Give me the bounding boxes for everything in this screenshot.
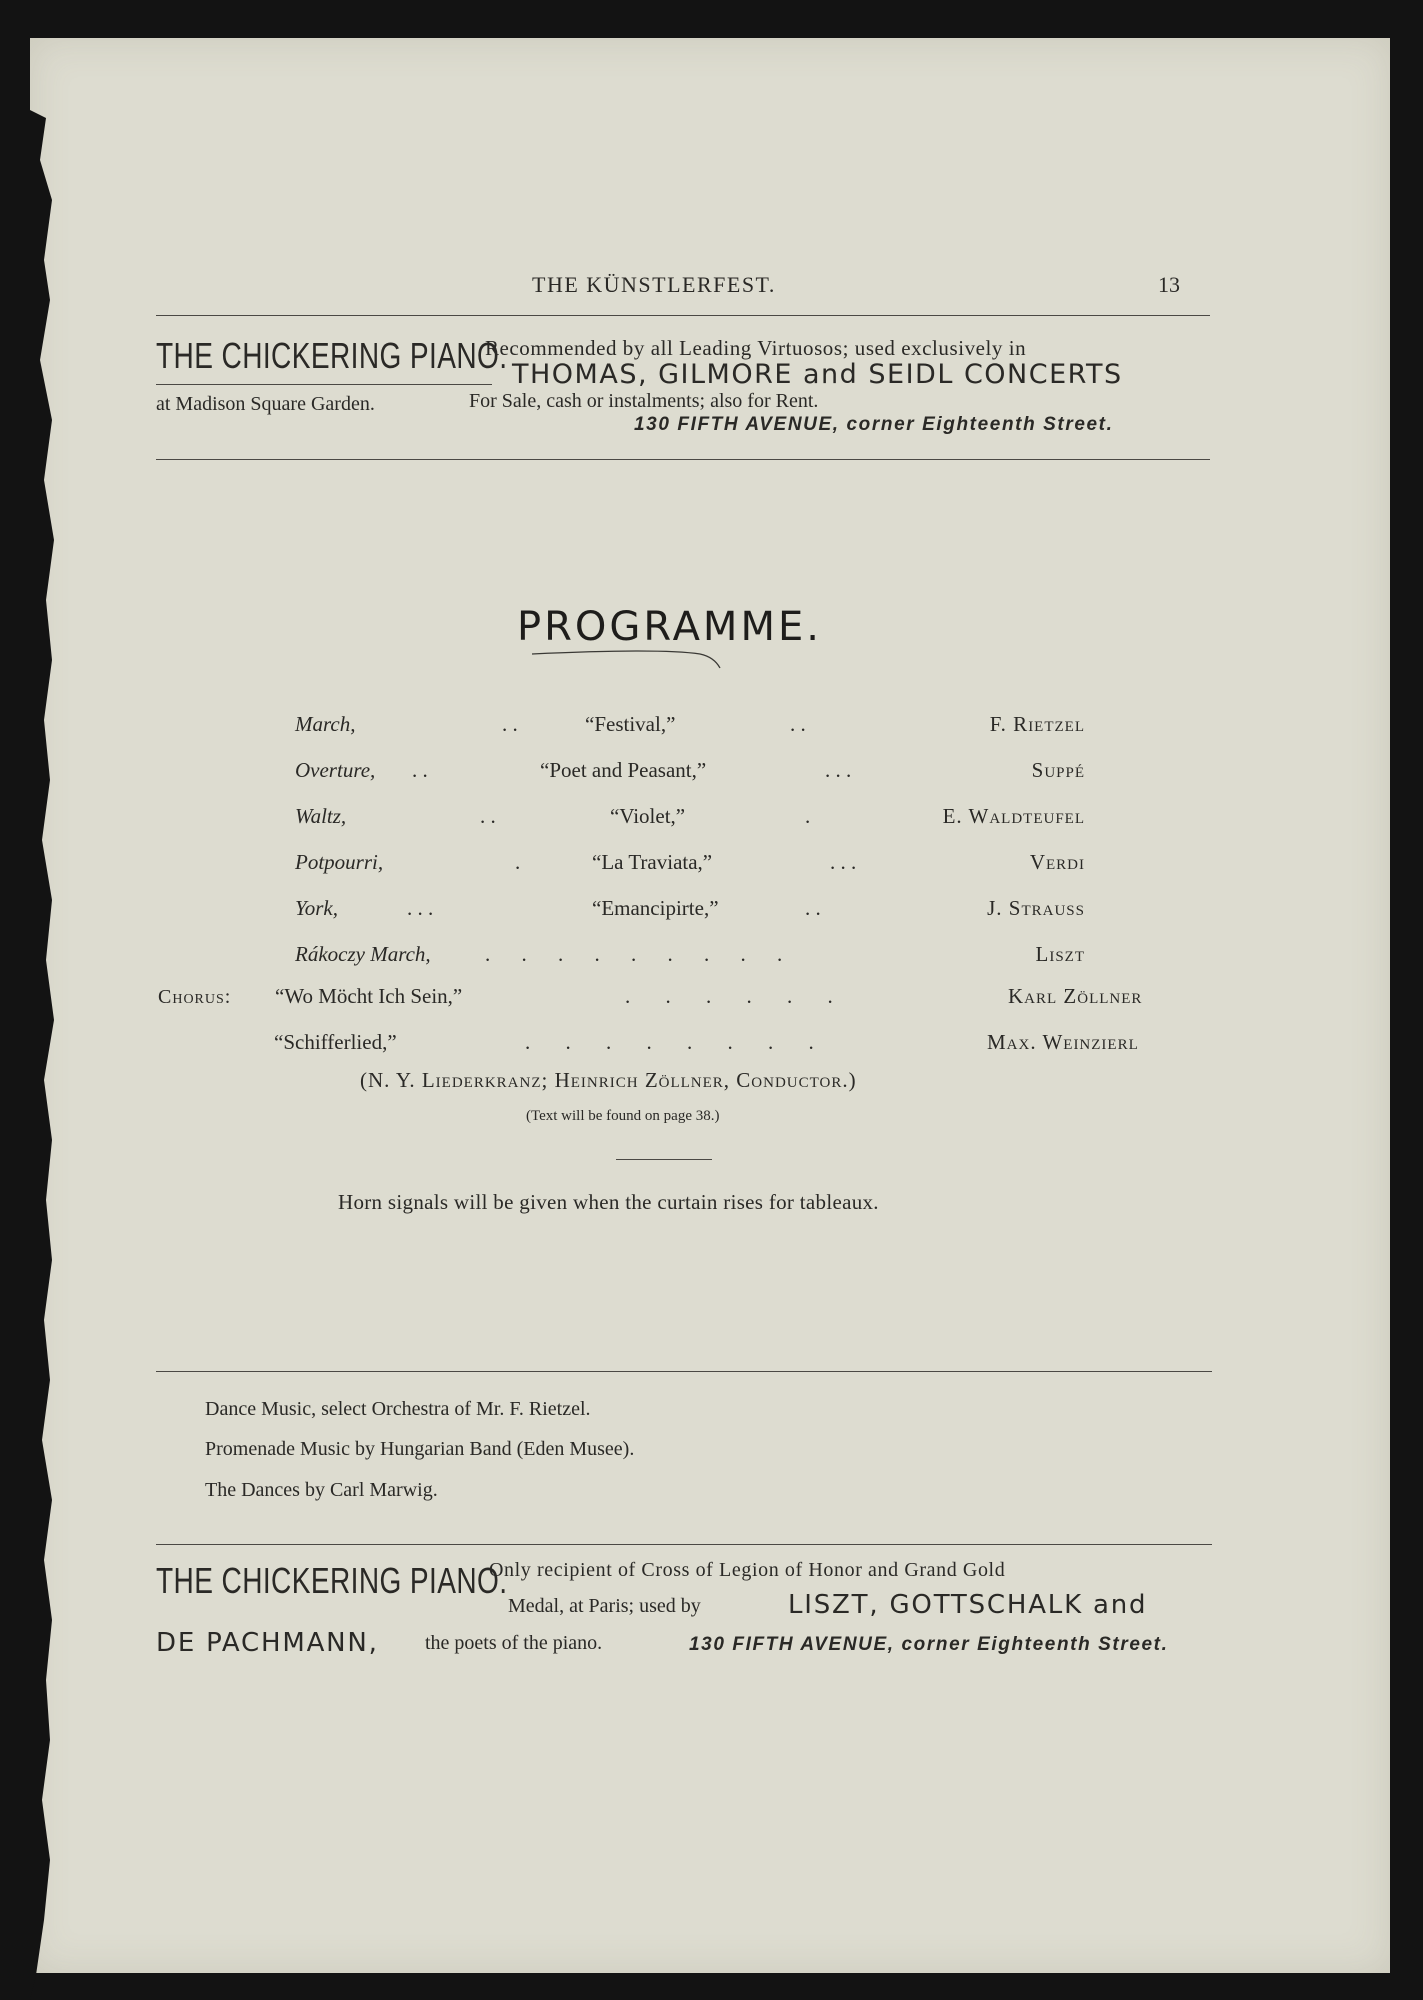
program-type-1: March, [295,712,356,736]
running-header: THE KÜNSTLERFEST. [532,272,776,297]
ad-bottom-line1: Only recipient of Cross of Legion of Honor and Grand Gold [489,1559,1006,1581]
program-dots-5b: . . [805,896,821,920]
chorus-piece-2: “Schifferlied,” [274,1030,397,1054]
ad-top-line1: Recommended by all Leading Virtuosos; used exclusively in [485,336,1027,360]
program-piece-2: “Poet and Peasant,” [540,758,707,782]
ad-bottom-pachmann: DE PACHMANN, [156,1628,379,1658]
text-page-note: (Text will be found on page 38.) [526,1108,720,1124]
program-composer-2: Suppé [1031,758,1085,782]
ad-top-bottom-rule [156,459,1210,460]
program-composer-3: E. Waldteufel [942,804,1085,828]
ad-top-brand: THE CHICKERING PIANO. [156,335,508,376]
program-type-3: Waltz, [295,804,347,828]
program-type-6: Rákoczy March, [295,942,431,966]
ad-top-venue: at Madison Square Garden. [156,393,375,415]
program-piece-5: “Emancipirte,” [592,896,719,920]
torn-page-edge [0,0,80,2000]
ad-top-address: 130 FIFTH AVENUE, corner Eighteenth Street. [634,414,1114,435]
program-type-2: Overture, [295,758,376,782]
program-piece-4: “La Traviata,” [592,850,713,874]
short-divider [616,1159,712,1160]
program-type-5: York, [295,896,338,920]
chorus-label: Chorus: [158,986,232,1008]
program-piece-3: “Violet,” [610,804,686,828]
music-note-3: The Dances by Carl Marwig. [205,1479,438,1501]
ad-bottom-line2a: Medal, at Paris; used by [508,1595,701,1617]
program-dots-1b: . . [790,712,806,736]
program-dots-2a: . . [412,758,428,782]
program-composer-6: Liszt [1035,942,1085,966]
ad-top-sale: For Sale, cash or instalments; also for Rent. [469,390,819,412]
program-dots-3b: . [805,804,811,828]
ad-bottom-address: 130 FIFTH AVENUE, corner Eighteenth Street. [689,1634,1169,1655]
music-note-2: Promenade Music by Hungarian Band (Eden Musee). [205,1438,635,1460]
chorus-piece-1: “Wo Möcht Ich Sein,” [275,984,463,1008]
chorus-composer-2: Max. Weinzierl [987,1030,1139,1054]
chorus-dots-2: . . . . . . . . [525,1030,814,1054]
program-dots-4b: . . . [830,850,857,874]
program-type-4: Potpourri, [295,850,384,874]
document-page [30,38,1390,1973]
page-number: 13 [1158,272,1180,297]
program-dots-6a: . . . . . . . . . [485,942,783,966]
programme-title: PROGRAMME. [517,604,822,650]
program-composer-1: F. Rietzel [989,712,1085,736]
program-dots-2b: . . . [825,758,852,782]
chorus-credit: (N. Y. Liederkranz; Heinrich Zöllner, Conductor.) [360,1068,857,1092]
programme-title-flourish [530,646,730,676]
ad-bottom-brand: THE CHICKERING PIANO. [156,1560,508,1601]
program-dots-4a: . [515,850,521,874]
header-rule [156,315,1210,316]
chorus-composer-1: Karl Zöllner [1008,984,1143,1008]
ad-bottom-poets: the poets of the piano. [425,1632,603,1654]
program-composer-4: Verdi [1029,850,1085,874]
program-piece-1: “Festival,” [585,712,676,736]
program-composer-5: J. Strauss [987,896,1085,920]
program-dots-3a: . . [480,804,496,828]
music-notes-top-rule [156,1371,1212,1372]
music-note-1: Dance Music, select Orchestra of Mr. F. Rietzel. [205,1398,591,1420]
ad-bottom-top-rule [156,1544,1212,1545]
horn-signals-note: Horn signals will be given when the curtain rises for tableaux. [338,1190,879,1214]
chorus-dots-1: . . . . . . [625,984,833,1008]
program-dots-5a: . . . [407,896,434,920]
ad-bottom-names: LISZT, GOTTSCHALK and [788,1590,1148,1620]
ad-top-brand-underline [156,384,492,385]
program-dots-1a: . . [502,712,518,736]
ad-top-concerts: THOMAS, GILMORE and SEIDL CONCERTS [512,359,1123,390]
